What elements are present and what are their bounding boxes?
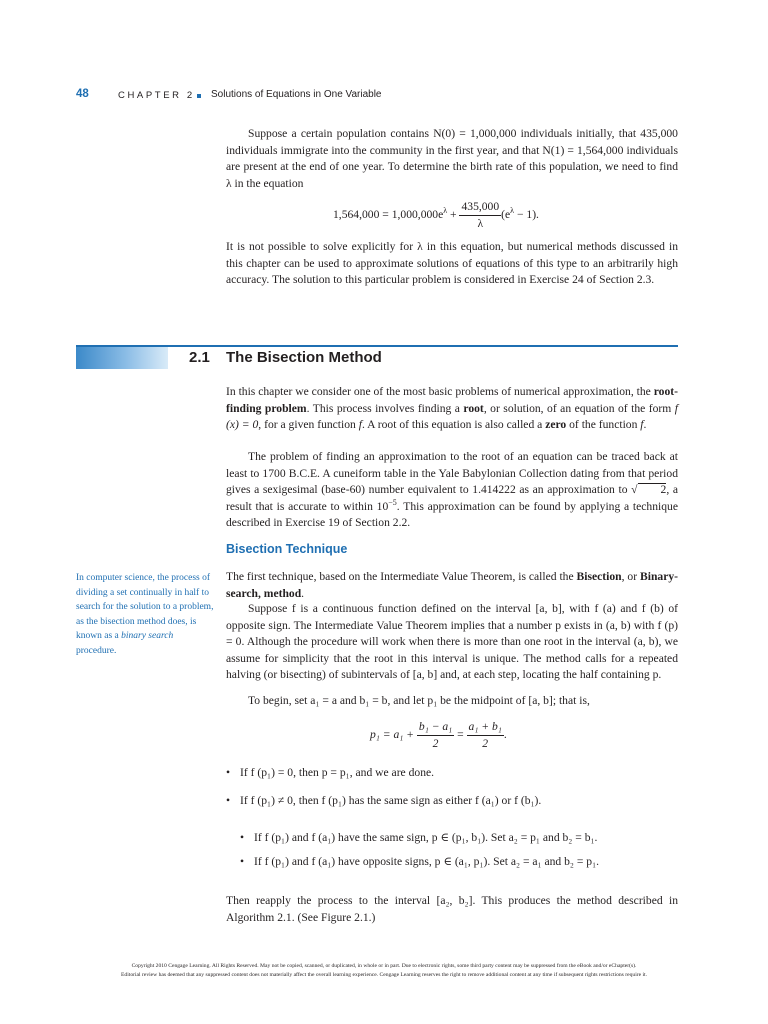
section-paragraph-1 bbox=[226, 384, 678, 434]
text-run: . bbox=[301, 586, 305, 600]
bullet-item-1 bbox=[226, 765, 434, 781]
margin-note bbox=[76, 571, 214, 658]
subsection-title: Bisection Technique bbox=[226, 542, 348, 556]
section-band-gradient bbox=[76, 345, 168, 369]
term-binary-search-method: Binary-search, method bbox=[226, 570, 679, 600]
bullet-glyph: • bbox=[226, 766, 231, 779]
eq2-num2: a₁ + b₁ bbox=[467, 720, 504, 736]
midpoint-equation bbox=[370, 720, 507, 751]
population-equation: $1,564,000 = 1,000,000e^\lambda$ + $\frac{435,000}{\lambda}$ $(e^\lambda - 1)$. bbox=[333, 200, 539, 230]
text-run: of the function bbox=[566, 418, 641, 431]
intro-paragraph-2: It is not possible to solve explicitly for λ in this equation, but numerical methods discussed in this chapter can be used to approximate solutions of equations of this type to an arbitrarily high accuracy. The solution to this particular problem is considered in Exercise 24 of Section 2.3. bbox=[226, 240, 678, 286]
bisection-paragraph-1 bbox=[226, 569, 678, 602]
eq2-end: . bbox=[503, 728, 507, 742]
term-zero: zero bbox=[545, 418, 567, 431]
intro-paragraph bbox=[226, 126, 678, 192]
math-f: f bbox=[358, 418, 362, 431]
sqrt-symbol: √ bbox=[631, 483, 638, 496]
bullet-glyph: • bbox=[240, 831, 245, 844]
text-run: . bbox=[643, 418, 647, 431]
eq2-den1: 2 bbox=[432, 737, 439, 750]
text-run: , a result that is accurate to within 10 bbox=[226, 483, 678, 513]
bullet-text: If f (p₁) and f (a₁) have the same sign, p ∈ (p₁, b₁). Set a₂ = p₁ and b₂ = b₁. bbox=[254, 831, 598, 844]
eq2-fraction-2 bbox=[467, 720, 504, 751]
eq2-num1: b₁ − a₁ bbox=[417, 720, 454, 736]
bisection-paragraph-2: Suppose f is a continuous function defined on the interval [a, b], with f (a) and f (b) of opposite sign. The Intermediate Value Theorem implies that a number p exists in (a, b) with f (p) = 0. Although the procedure will work when there is more than one root in the interval (a, b), we assume for simplicity that the root in this interval is unique. The method calls for a repeated halving (or bisecting) of subintervals of [a, b] and, at each step, locating the half containing p. bbox=[226, 602, 678, 681]
text-run: Suppose a certain population contains bbox=[248, 127, 434, 140]
n1-expression: N(1) = 1,564,000 bbox=[542, 143, 624, 157]
eq-left: 1,564,000 = 1,000,000e bbox=[333, 208, 444, 222]
term-binary-search: binary search bbox=[121, 631, 174, 641]
n0-expression: N(0) = 1,000,000 bbox=[433, 127, 517, 140]
bisection-paragraph-3: To begin, set a₁ = a and b₁ = b, and let p₁ be the midpoint of [a, b]; that is, bbox=[248, 694, 590, 707]
eq-fraction bbox=[459, 200, 501, 231]
text-run: The problem of finding an approximation to the root of an equation can be traced back at least to 1700 B.C.E. A cuneiform table in the Yale Babylonian Collection dating from that period gives a sexigesimal (base-60) number equivalent to 1.414222 as an approximation to bbox=[226, 450, 678, 496]
text-run: In computer science, the process of dividing a set continually in half to search for the solution to a problem, as the bisection method does, is known as a bbox=[76, 573, 214, 641]
eq2-den2: 2 bbox=[482, 737, 489, 750]
math-fx: f (x) = 0 bbox=[226, 401, 678, 431]
bullet-item-2 bbox=[226, 793, 541, 809]
text-run: . This approximation can be found by applying a technique described in Exercise 19 of Section 2.2. bbox=[226, 499, 678, 529]
sub-bullet-item-1 bbox=[240, 830, 597, 846]
copyright-line-1: Copyright 2010 Cengage Learning. All Rights Reserved. May not be copied, scanned, or duplicated, in whole or in part. Due to electronic rights, some third party content may be suppressed from the eBook and/or eChapter(s). bbox=[131, 963, 637, 969]
sub-bullet-item-2 bbox=[240, 854, 599, 870]
page-number: 48 bbox=[76, 88, 89, 100]
term-root: root bbox=[463, 401, 484, 415]
header-separator-square bbox=[197, 94, 201, 98]
text-run: procedure. bbox=[76, 645, 117, 656]
bullet-text: If f (p₁) ≠ 0, then f (p₁) has the same sign as either f (a₁) or f (b₁). bbox=[240, 794, 542, 807]
section-paragraph-2 bbox=[226, 449, 678, 532]
bullet-text: If f (p₁) = 0, then p = p₁, and we are done. bbox=[240, 766, 435, 779]
term-root-finding: root-finding problem bbox=[226, 385, 678, 415]
term-bisection: Bisection bbox=[576, 570, 622, 583]
section-band-rule bbox=[76, 345, 678, 347]
eq-right: (e bbox=[501, 208, 511, 222]
eq-exp: λ bbox=[443, 206, 448, 216]
eq-end: − 1). bbox=[514, 208, 539, 222]
sqrt-radicand: 2 bbox=[638, 483, 667, 496]
eq2-equals: = bbox=[457, 728, 464, 742]
eq2-fraction-1 bbox=[417, 720, 454, 751]
exponent: −5 bbox=[388, 497, 397, 507]
chapter-label: CHAPTER 2 bbox=[118, 90, 195, 101]
eq-denominator: λ bbox=[477, 217, 484, 230]
text-run: , for a given function bbox=[258, 418, 359, 431]
section-number: 2.1 bbox=[189, 349, 210, 366]
bullet-text: If f (p₁) and f (a₁) have opposite signs, p ∈ (a₁, p₁). Set a₂ = a₁ and b₂ = p₁. bbox=[254, 855, 600, 868]
section-title: The Bisection Method bbox=[226, 349, 382, 366]
running-title: Solutions of Equations in One Variable bbox=[211, 89, 382, 100]
text-run: In this chapter we consider one of the most basic problems of numerical approximation, the bbox=[226, 385, 654, 398]
eq-numerator: 435,000 bbox=[459, 200, 501, 216]
bullet-glyph: • bbox=[240, 855, 245, 868]
copyright-footer bbox=[76, 962, 692, 980]
text-run: , or bbox=[621, 570, 640, 583]
text-run: individuals initially, that 435,000 individuals immigrate into the community in the first year, and that bbox=[226, 127, 678, 157]
eq2-left: p₁ = a₁ + bbox=[370, 728, 414, 742]
text-run: individuals are present at the end of one year. To determine the birth rate of this population, we need to find λ in the equation bbox=[226, 143, 678, 190]
bullet-glyph: • bbox=[226, 794, 231, 807]
text-run: , or solution, of an equation of the form bbox=[483, 401, 675, 415]
text-run: The first technique, based on the Intermediate Value Theorem, is called the bbox=[226, 570, 577, 583]
text-run: . A root of this equation is also called a bbox=[361, 418, 546, 431]
text-run: . This process involves finding a bbox=[306, 401, 464, 415]
math-f: f bbox=[640, 418, 644, 431]
bisection-paragraph-4: Then reapply the process to the interval [a₂, b₂]. This produces the method described in Algorithm 2.1. (See Figure 2.1.) bbox=[226, 894, 678, 924]
copyright-line-2: Editorial review has deemed that any suppressed content does not materially affect the overall learning experience. Cengage Learning reserves the right to remove additional content at any time if subsequent rights restrictions require it. bbox=[121, 972, 647, 978]
eq-exp2: λ bbox=[510, 206, 515, 216]
